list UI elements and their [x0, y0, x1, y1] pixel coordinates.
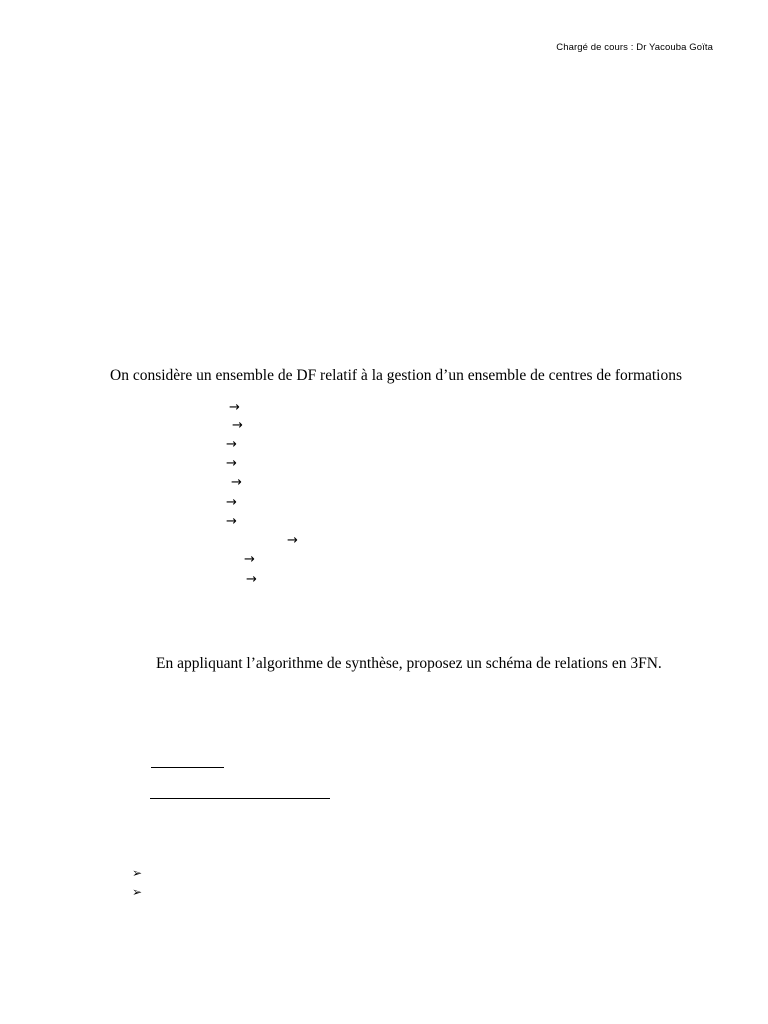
bullet-arrowhead-icon: ➢: [132, 885, 143, 899]
df-arrow-icon: →: [226, 495, 237, 510]
df-arrow-icon: →: [229, 400, 240, 415]
df-arrow-icon: →: [287, 533, 298, 548]
df-arrow-icon: →: [246, 572, 257, 587]
df-arrow-icon: →: [244, 552, 255, 567]
df-arrow-icon: →: [231, 475, 242, 490]
underline-rule: [150, 798, 330, 799]
df-arrow-icon: →: [232, 418, 243, 433]
df-arrow-icon: →: [226, 456, 237, 471]
underline-rule: [151, 767, 224, 768]
exercise-question: En appliquant l’algorithme de synthèse, proposez un schéma de relations en 3FN.: [156, 655, 662, 672]
df-arrow-icon: →: [226, 437, 237, 452]
exercise-intro: On considère un ensemble de DF relatif à la gestion d’un ensemble de centres de formations: [110, 367, 683, 384]
page-header-author: Chargé de cours : Dr Yacouba Goïta: [556, 42, 713, 53]
bullet-arrowhead-icon: ➢: [132, 866, 143, 880]
df-arrow-icon: →: [226, 514, 237, 529]
